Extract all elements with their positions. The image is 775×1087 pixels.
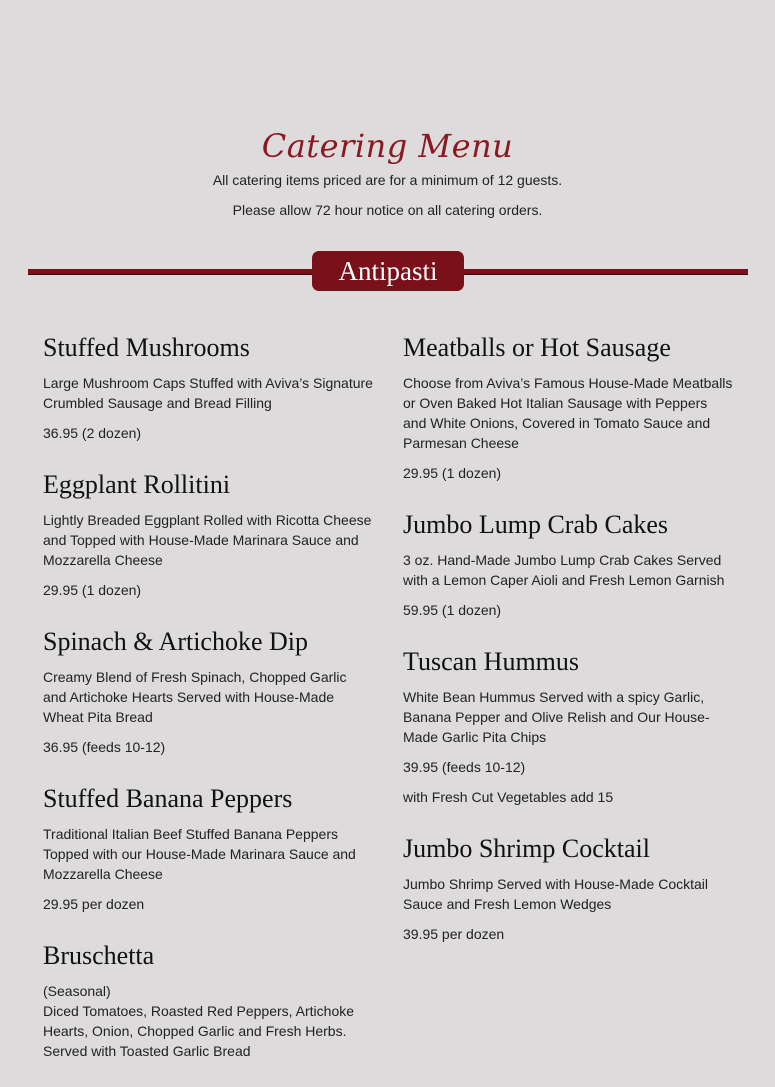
notice-note: Please allow 72 hour notice on all catering orders. bbox=[232, 202, 543, 218]
item-seasonal-note: (Seasonal) bbox=[43, 983, 111, 999]
item-name: Stuffed Banana Peppers bbox=[43, 784, 293, 813]
page-title: Catering Menu bbox=[261, 127, 514, 165]
item-price: 29.95 (1 dozen) bbox=[43, 582, 142, 598]
item-add-on: with Fresh Cut Vegetables add 15 bbox=[403, 789, 614, 805]
item-price: 29.95 (1 dozen) bbox=[403, 465, 502, 481]
menu-item-bruschetta bbox=[43, 940, 373, 1061]
menu-item-jumbo-shrimp-cocktail bbox=[403, 833, 733, 944]
section-badge-antipasti: Antipasti bbox=[312, 251, 464, 291]
item-description: Lightly Breaded Eggplant Rolled with Ricotta Cheese and Topped with House-Made Marinara Sauce and Mozzarella Cheese bbox=[43, 512, 372, 568]
item-price: 59.95 (1 dozen) bbox=[403, 602, 502, 618]
item-name: Stuffed Mushrooms bbox=[43, 333, 250, 362]
menu-item-stuffed-banana-peppers bbox=[43, 783, 373, 914]
menu-item-stuffed-mushrooms bbox=[43, 332, 373, 443]
item-description: Large Mushroom Caps Stuffed with Aviva’s Signature Crumbled Sausage and Bread Filling bbox=[43, 375, 373, 411]
menu-item-spinach-artichoke-dip bbox=[43, 626, 373, 757]
item-name: Jumbo Shrimp Cocktail bbox=[403, 834, 650, 863]
item-name: Bruschetta bbox=[43, 941, 155, 970]
item-price: 39.95 per dozen bbox=[403, 926, 505, 942]
menu-item-tuscan-hummus bbox=[403, 646, 733, 807]
item-description: Choose from Aviva’s Famous House-Made Meatballs or Oven Baked Hot Italian Sausage with Peppers and White Onions, Covered in Tomato Sauce and Parmesan Cheese bbox=[403, 375, 733, 451]
item-name: Tuscan Hummus bbox=[403, 647, 580, 676]
menu-item-jumbo-lump-crab-cakes bbox=[403, 509, 733, 620]
menu-item-meatballs-or-hot-sausage bbox=[403, 332, 733, 483]
menu-item-eggplant-rollitini bbox=[43, 469, 373, 600]
item-description: Jumbo Shrimp Served with House-Made Cocktail Sauce and Fresh Lemon Wedges bbox=[403, 876, 709, 912]
item-description: Diced Tomatoes, Roasted Red Peppers, Artichoke Hearts, Onion, Chopped Garlic and Fresh Herbs. Served with Toasted Garlic Bread bbox=[43, 1003, 355, 1059]
minimum-guests-note: All catering items priced are for a minimum of 12 guests. bbox=[212, 172, 563, 188]
item-name: Jumbo Lump Crab Cakes bbox=[403, 510, 669, 539]
item-name: Spinach & Artichoke Dip bbox=[43, 627, 309, 656]
menu-column-left bbox=[43, 332, 373, 1087]
item-name: Eggplant Rollitini bbox=[43, 470, 231, 499]
item-price: 36.95 (2 dozen) bbox=[43, 425, 142, 441]
item-description: Traditional Italian Beef Stuffed Banana Peppers Topped with our House-Made Marinara Sauce and Mozzarella Cheese bbox=[43, 826, 356, 882]
item-description: 3 oz. Hand-Made Jumbo Lump Crab Cakes Served with a Lemon Caper Aioli and Fresh Lemon Garnish bbox=[403, 552, 725, 588]
item-price: 29.95 per dozen bbox=[43, 896, 145, 912]
item-price: 36.95 (feeds 10-12) bbox=[43, 739, 166, 755]
item-price: 39.95 (feeds 10-12) bbox=[403, 759, 526, 775]
menu-column-right bbox=[403, 332, 733, 970]
item-name: Meatballs or Hot Sausage bbox=[403, 333, 671, 362]
item-description: Creamy Blend of Fresh Spinach, Chopped Garlic and Artichoke Hearts Served with House-Made Wheat Pita Bread bbox=[43, 669, 347, 725]
item-description: White Bean Hummus Served with a spicy Garlic, Banana Pepper and Olive Relish and Our House-Made Garlic Pita Chips bbox=[403, 689, 710, 745]
